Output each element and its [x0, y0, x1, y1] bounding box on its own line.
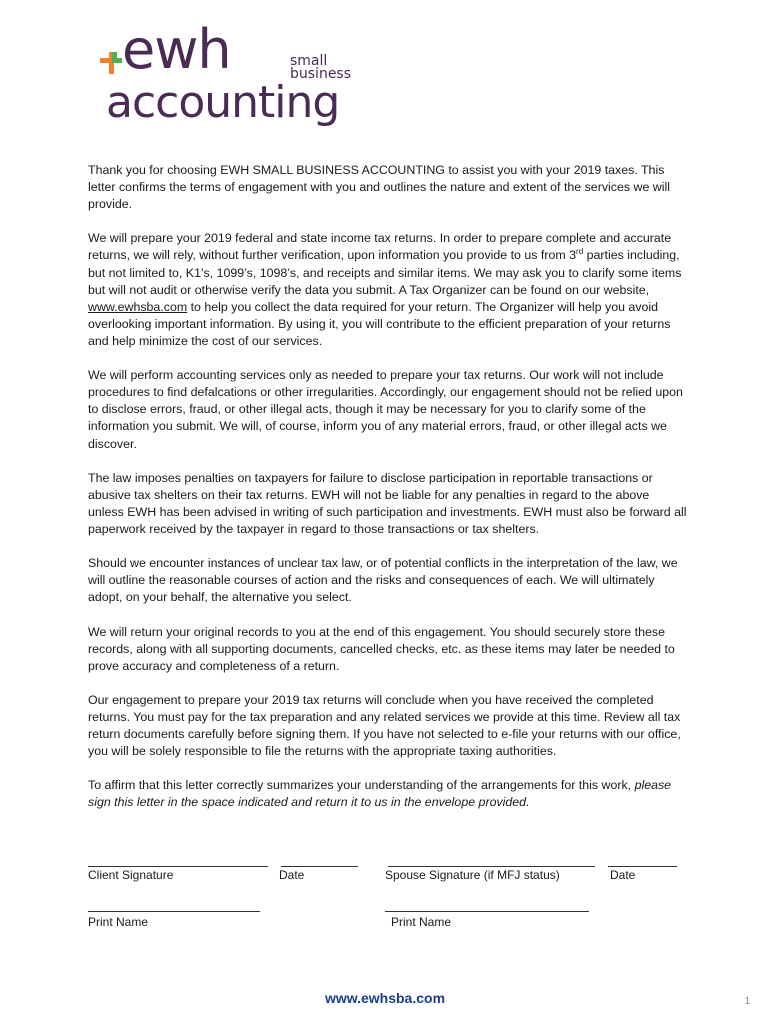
logo-small: small: [290, 53, 328, 69]
p2-part-c: to help you collect the data required for your return. The Organizer will help you avoid overlooking important information. By using it, you will contribute to the efficient preparation of your returns and help minimize the cost of our services.: [88, 299, 671, 348]
print-name1-label: Print Name: [88, 915, 149, 929]
company-logo: [100, 18, 360, 128]
logo-mark-icon: [100, 48, 122, 74]
paragraph-penalties: The law imposes penalties on taxpayers for failure to disclose participation in reportable transactions or abusive tax shelters on their tax returns. EWH will not be liable for any penalties in regard to the above unless EWH has been advised in writing of such participation and investments. EWH must also be forward all paperwork received by the taxpayer in regard to those transactions or tax shelters.: [88, 470, 687, 536]
paragraph-preparation: [88, 230, 688, 350]
spouse-signature-label: Spouse Signature (if MFJ status): [385, 868, 560, 882]
spouse-signature-line[interactable]: [388, 866, 595, 867]
paragraph-conclusion: Our engagement to prepare your 2019 tax returns will conclude when you have received the completed returns. You must pay for the tax preparation and any related services we provide at this time. Review all tax return documents carefully before signing them. If you have not selected to e-file your returns with our office, you will be solely responsible to file the returns with the appropriate taxing authorities.: [88, 692, 681, 759]
p8-part-b: please sign this letter in the space indicated and return it to us in the envelope provided.: [88, 778, 672, 810]
paragraph-unclear-law: Should we encounter instances of unclear tax law, or of potential conflicts in the interpretation of the law, we will outline the reasonable courses of action and the risks and consequences of each. We will ultimately adopt, on your behalf, the alternative you select.: [88, 556, 678, 605]
date1-line[interactable]: [281, 866, 358, 867]
p2-superscript: rd: [576, 247, 584, 257]
footer-website[interactable]: www.ewhsba.com: [324, 990, 446, 1006]
p2-part-b: parties including, but not limited to, K1’s, 1099’s, 1098’s, and receipts and similar items. We may ask you to clarify some items but will not audit or otherwise verify the data you submit. A Tax Organizer can be found on our website,: [88, 248, 682, 297]
website-link[interactable]: www.ewhsba.com: [88, 299, 188, 314]
date2-line[interactable]: [608, 866, 677, 867]
date1-label: Date: [279, 868, 305, 882]
client-signature-label: Client Signature: [88, 868, 174, 882]
paragraph-accounting-services: We will perform accounting services only as needed to prepare your tax returns. Our work will not include procedures to find defalcations or other irregularities. Accordingly, our engagement should not be relied upon to disclose errors, fraud, or other illegal acts, though it may be necessary for you to clarify some of the information you submit. We will, of course, inform you of any material errors, fraud, or other illegal acts we discover.: [88, 368, 683, 451]
page-number: 1: [744, 996, 750, 1007]
logo-word-accounting: accounting: [106, 77, 340, 128]
print-name2-label: Print Name: [391, 915, 452, 929]
paragraph-records: We will return your original records to you at the end of this engagement. You should securely store these records, along with all supporting documents, cancelled checks, etc. as these items may later be needed to prove accuracy and completeness of a return.: [88, 624, 675, 673]
p2-part-a: We will prepare your 2019 federal and state income tax returns. In order to prepare complete and accurate returns, we will rely, without further verification, upon information you provide to us from 3: [88, 231, 672, 263]
print-name2-line[interactable]: [385, 911, 589, 912]
print-name1-line[interactable]: [88, 911, 260, 912]
p8-part-a: To affirm that this letter correctly summarizes your understanding of the arrangements for this work,: [88, 778, 635, 793]
date2-label: Date: [610, 868, 636, 882]
logo-word-ewh: ewh: [122, 18, 231, 81]
letter-body: [88, 162, 688, 829]
paragraph-intro: Thank you for choosing EWH SMALL BUSINESS ACCOUNTING to assist you with your 2019 taxes. This letter confirms the terms of engagement with you and outlines the nature and extent of the services we will provide.: [88, 163, 670, 212]
logo-business: business: [290, 66, 352, 82]
paragraph-affirm: [88, 777, 688, 811]
client-signature-line[interactable]: [88, 866, 268, 867]
